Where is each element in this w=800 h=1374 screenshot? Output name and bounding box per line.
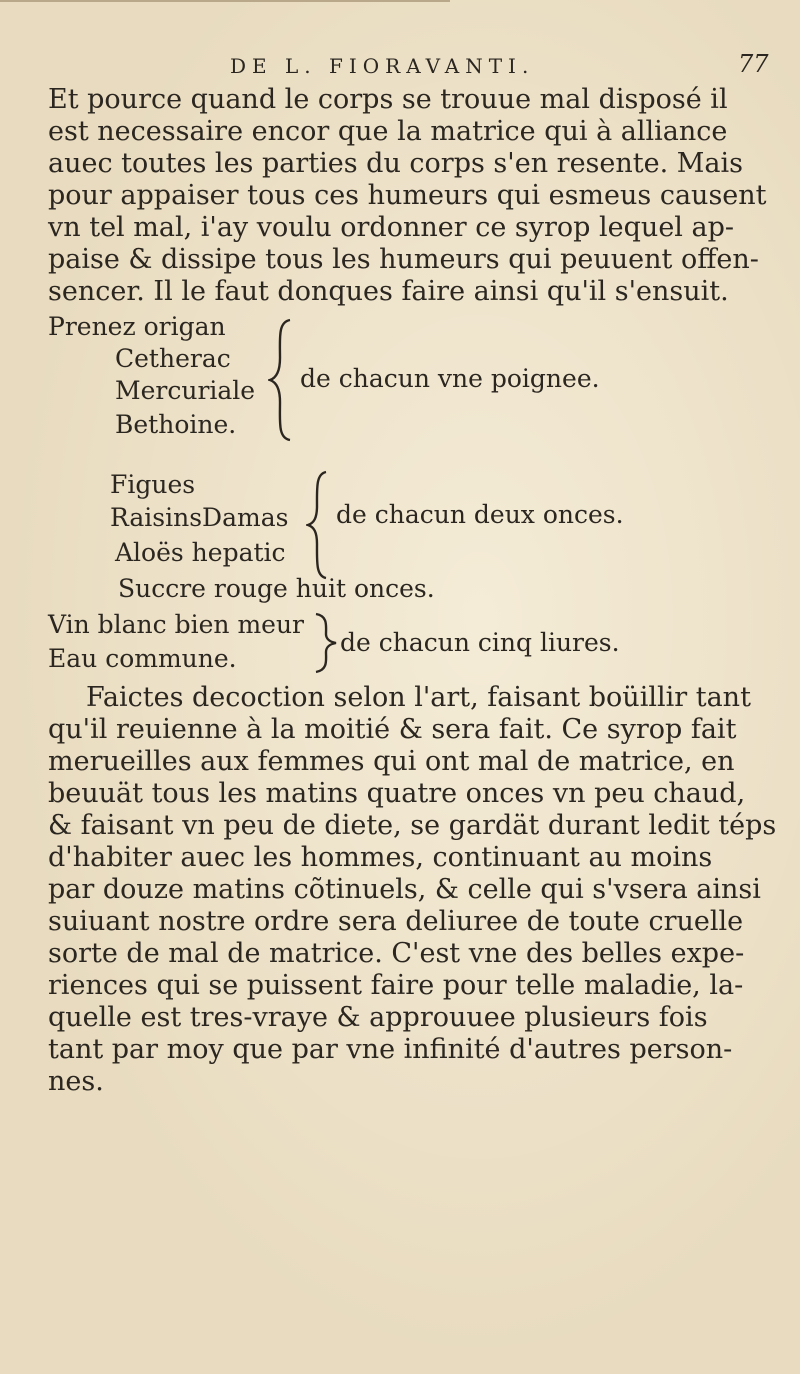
- ingredient: Prenez origan: [48, 312, 226, 341]
- ingredient: Cetherac: [115, 344, 231, 373]
- text-line: suiuant nostre ordre sera deliuree de toute cruelle: [48, 906, 744, 937]
- text-line: tant par moy que par vne infinité d'autres person-: [48, 1034, 733, 1065]
- brace-icon: [268, 318, 300, 442]
- ingredient: Figues: [110, 470, 196, 499]
- sugar-line: Succre rouge huit onces.: [118, 574, 435, 603]
- page-edge-line: [0, 0, 450, 6]
- dose-text: de chacun vne poignee.: [300, 364, 600, 393]
- text-line: sencer. Il le faut donques faire ainsi qu'il s'ensuit.: [48, 276, 729, 307]
- ingredient: Vin blanc bien meur: [48, 610, 305, 639]
- brace-icon: [312, 612, 340, 674]
- text-line: paise & dissipe tous les humeurs qui peuuent offen-: [48, 244, 759, 275]
- ingredient: Mercuriale: [115, 376, 256, 405]
- text-line: qu'il reuienne à la moitié & sera fait. Ce syrop fait: [48, 714, 737, 745]
- text-line: Faictes decoction selon l'art, faisant boüillir tant: [86, 682, 751, 713]
- text-line: est necessaire encor que la matrice qui à alliance: [48, 116, 728, 147]
- ingredient: Bethoine.: [115, 410, 237, 439]
- text-line: quelle est tres-vraye & approuuee plusieurs fois: [48, 1002, 708, 1033]
- text-line: pour appaiser tous ces humeurs qui esmeus causent: [48, 180, 767, 211]
- text-line: nes.: [48, 1066, 104, 1097]
- text-line: Et pource quand le corps se trouue mal disposé il: [48, 84, 728, 115]
- ingredient: Eau commune.: [48, 644, 237, 673]
- text-line: riences qui se puissent faire pour telle maladie, la-: [48, 970, 744, 1001]
- dose-text: de chacun cinq liures.: [340, 628, 620, 657]
- text-line: auec toutes les parties du corps s'en resente. Mais: [48, 148, 743, 179]
- text-line: merueilles aux femmes qui ont mal de matrice, en: [48, 746, 735, 777]
- page-number: 77: [738, 50, 769, 78]
- text-line: sorte de mal de matrice. C'est vne des belles expe-: [48, 938, 745, 969]
- running-head: DE L. FIORAVANTI.: [230, 54, 535, 78]
- text-line: par douze matins cõtinuels, & celle qui s'vsera ainsi: [48, 874, 761, 905]
- ingredient: RaisinsDamas: [110, 503, 289, 532]
- brace-icon: [306, 470, 336, 580]
- text-line: d'habiter auec les hommes, continuant au moins: [48, 842, 713, 873]
- text-line: vn tel mal, i'ay voulu ordonner ce syrop lequel ap-: [48, 212, 735, 243]
- ingredient: Aloës hepatic: [115, 538, 286, 567]
- text-line: beuuät tous les matins quatre onces vn peu chaud,: [48, 778, 746, 809]
- page-header: [0, 44, 800, 84]
- closing-paragraph: [48, 682, 777, 1098]
- text-line: & faisant vn peu de diete, se gardät durant ledit téps: [48, 810, 777, 841]
- intro-paragraph: [48, 84, 767, 308]
- dose-text: de chacun deux onces.: [336, 500, 624, 529]
